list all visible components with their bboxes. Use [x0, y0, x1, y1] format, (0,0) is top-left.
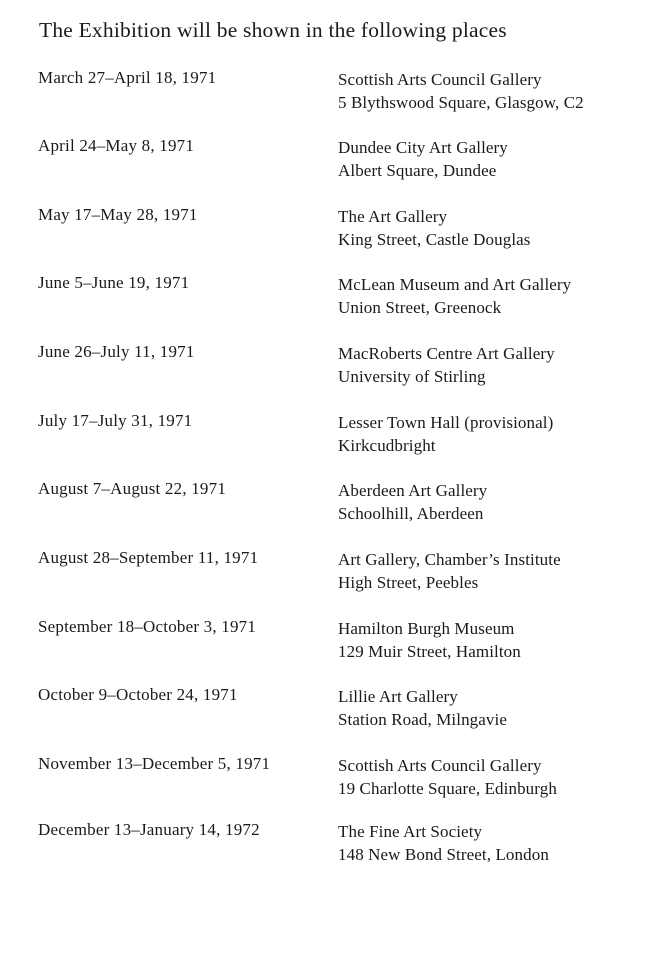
entry-dates: December 13–January 14, 1972: [38, 820, 260, 839]
entry-dates: June 5–June 19, 1971: [38, 273, 190, 292]
entry-dates: June 26–July 11, 1971: [38, 342, 195, 361]
entry-dates: April 24–May 8, 1971: [38, 136, 195, 155]
entry-venue-address: University of Stirling: [338, 367, 486, 386]
entry-venue-address: 148 New Bond Street, London: [338, 845, 549, 864]
page-heading: The Exhibition will be shown in the following places: [39, 18, 507, 42]
entry-venue-address: Kirkcudbright: [338, 436, 436, 455]
entry-venue-name: The Fine Art Society: [338, 822, 483, 841]
entry-venue-block: [338, 342, 555, 388]
entry-venue-address: 129 Muir Street, Hamilton: [338, 642, 521, 661]
entry-venue-address: King Street, Castle Douglas: [338, 230, 531, 249]
entry-venue-name: Lesser Town Hall (provisional): [338, 413, 554, 432]
schedule-entry: [0, 479, 666, 529]
entry-venue-block: [338, 617, 521, 663]
entry-dates: September 18–October 3, 1971: [38, 617, 257, 636]
entry-venue-address: 19 Charlotte Square, Edinburgh: [338, 779, 557, 798]
schedule-entry: [0, 820, 666, 870]
entry-venue-name: Hamilton Burgh Museum: [338, 619, 515, 638]
schedule-entry: [0, 68, 666, 118]
entry-venue-block: [338, 68, 584, 114]
entry-venue-name: Art Gallery, Chamber’s Institute: [338, 550, 561, 569]
entry-venue-block: [338, 273, 571, 319]
entry-venue-name: MacRoberts Centre Art Gallery: [338, 344, 555, 363]
entry-venue-name: Scottish Arts Council Gallery: [338, 756, 542, 775]
entry-venue-address: Albert Square, Dundee: [338, 161, 497, 180]
entry-venue-block: [338, 479, 487, 525]
schedule-entry: [0, 136, 666, 186]
entry-venue-name: The Art Gallery: [338, 207, 448, 226]
entry-venue-address: High Street, Peebles: [338, 573, 479, 592]
entry-dates: March 27–April 18, 1971: [38, 68, 217, 87]
entry-venue-address: Station Road, Milngavie: [338, 710, 507, 729]
entry-venue-block: [338, 548, 561, 594]
schedule-entry: [0, 205, 666, 255]
entry-venue-name: Scottish Arts Council Gallery: [338, 70, 542, 89]
entry-dates: May 17–May 28, 1971: [38, 205, 198, 224]
schedule-entry: [0, 342, 666, 392]
schedule-entry: [0, 754, 666, 804]
schedule-entry: [0, 411, 666, 461]
entry-venue-name: Dundee City Art Gallery: [338, 138, 508, 157]
entry-dates: November 13–December 5, 1971: [38, 754, 271, 773]
entry-venue-block: [338, 411, 553, 457]
entry-dates: October 9–October 24, 1971: [38, 685, 238, 704]
entry-venue-block: [338, 820, 549, 866]
entry-venue-name: Lillie Art Gallery: [338, 687, 458, 706]
schedule-entry: [0, 617, 666, 667]
entry-venue-address: Schoolhill, Aberdeen: [338, 504, 484, 523]
schedule-entry: [0, 273, 666, 323]
entry-venue-block: [338, 685, 507, 731]
entry-venue-block: [338, 136, 508, 182]
entry-venue-address: Union Street, Greenock: [338, 298, 502, 317]
entry-dates: July 17–July 31, 1971: [38, 411, 193, 430]
entry-venue-block: [338, 205, 531, 251]
entry-dates: August 7–August 22, 1971: [38, 479, 227, 498]
entry-venue-name: McLean Museum and Art Gallery: [338, 275, 572, 294]
entry-dates: August 28–September 11, 1971: [38, 548, 259, 567]
entry-venue-address: 5 Blythswood Square, Glasgow, C2: [338, 93, 584, 112]
schedule-entry: [0, 685, 666, 735]
schedule-entry: [0, 548, 666, 598]
entry-venue-block: [338, 754, 557, 800]
entry-venue-name: Aberdeen Art Gallery: [338, 481, 488, 500]
